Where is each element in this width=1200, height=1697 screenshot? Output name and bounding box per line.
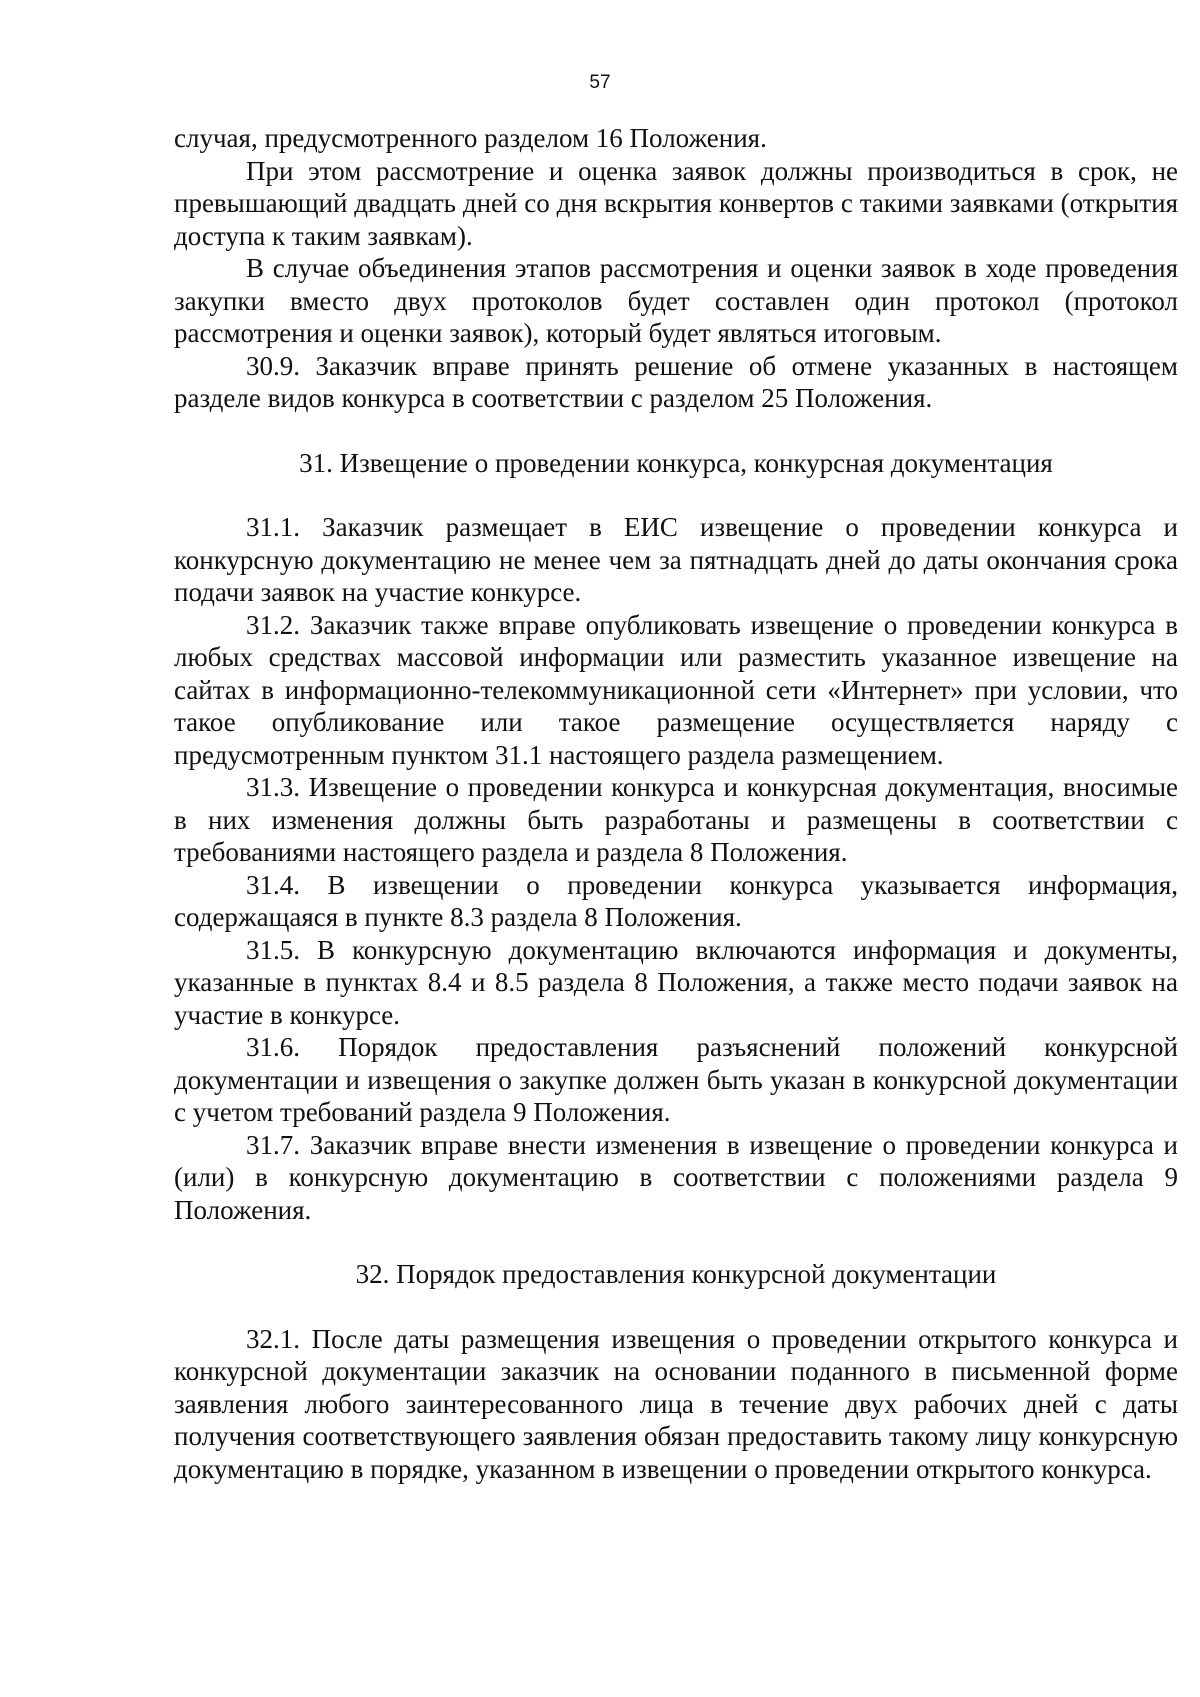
- paragraph-31-3: 31.3. Извещение о проведении конкурса и конкурсная документация, вносимые в них изменения должны быть разработаны и размещены в соответствии с требованиями настоящего раздела и раздела 8 Положения.: [174, 772, 1178, 867]
- spacer: [174, 1291, 1178, 1323]
- section-heading-31: 31. Извещение о проведении конкурса, конкурсная документация: [299, 447, 1053, 478]
- paragraph-31-4: 31.4. В извещении о проведении конкурса указывается информация, содержащаяся в пункте 8.3 раздела 8 Положения.: [174, 869, 1178, 932]
- spacer: [174, 1226, 1178, 1258]
- paragraph-31-7: 31.7. Заказчик вправе внести изменения в извещение о проведении конкурса и (или) в конкурсную документацию в соответствии с положениями раздела 9 Положения.: [174, 1129, 1178, 1225]
- page-number: 57: [589, 72, 611, 93]
- paragraph-32-1: 32.1. После даты размещения извещения о проведении открытого конкурса и конкурсной документации заказчик на основании поданного в письменной форме заявления любого заинтересованного лица в течение двух рабочих дней с даты получения соответствующего заявления обязан предоставить такому лицу конкурсную документацию в порядке, указанном в извещении о проведении открытого конкурса.: [174, 1323, 1178, 1484]
- spacer: [174, 479, 1178, 511]
- document-body: [174, 122, 1178, 1485]
- paragraph-combined-stages: В случае объединения этапов рассмотрения и оценки заявок в ходе проведения закупки вместо двух протоколов будет составлен один протокол (протокол рассмотрения и оценки заявок), который будет являться итоговым.: [174, 253, 1178, 348]
- paragraph-30-9: 30.9. Заказчик вправе принять решение об отмене указанных в настоящем разделе видов конкурса в соответствии с разделом 25 Положения.: [174, 350, 1178, 413]
- paragraph-31-5: 31.5. В конкурсную документацию включаются информация и документы, указанные в пунктах 8.4 и 8.5 раздела 8 Положения, а также место подачи заявок на участие в конкурсе.: [174, 934, 1178, 1030]
- paragraph-31-2: 31.2. Заказчик также вправе опубликовать извещение о проведении конкурса в любых средствах массовой информации или разместить указанное извещение на сайтах в информационно-телекоммуникационной сети «Интернет» при условии, что такое опубликование или такое размещение осуществляется наряду с предусмотренным пунктом 31.1 настоящего раздела размещением.: [174, 609, 1178, 770]
- paragraph-review-deadline: При этом рассмотрение и оценка заявок должны производиться в срок, не превышающий двадцать дней со дня вскрытия конвертов с такими заявками (открытия доступа к таким заявкам).: [174, 155, 1178, 251]
- paragraph-31-6: 31.6. Порядок предоставления разъяснений положений конкурсной документации и извещения о закупке должен быть указан в конкурсной документации с учетом требований раздела 9 Положения.: [174, 1032, 1178, 1127]
- paragraph-31-1: 31.1. Заказчик размещает в ЕИС извещение о проведении конкурса и конкурсную документацию не менее чем за пятнадцать дней до даты окончания срока подачи заявок на участие конкурсе.: [174, 512, 1178, 607]
- paragraph-continuation: случая, предусмотренного разделом 16 Положения.: [174, 123, 767, 153]
- section-heading-32: 32. Порядок предоставления конкурсной документации: [355, 1259, 997, 1289]
- spacer: [174, 415, 1178, 447]
